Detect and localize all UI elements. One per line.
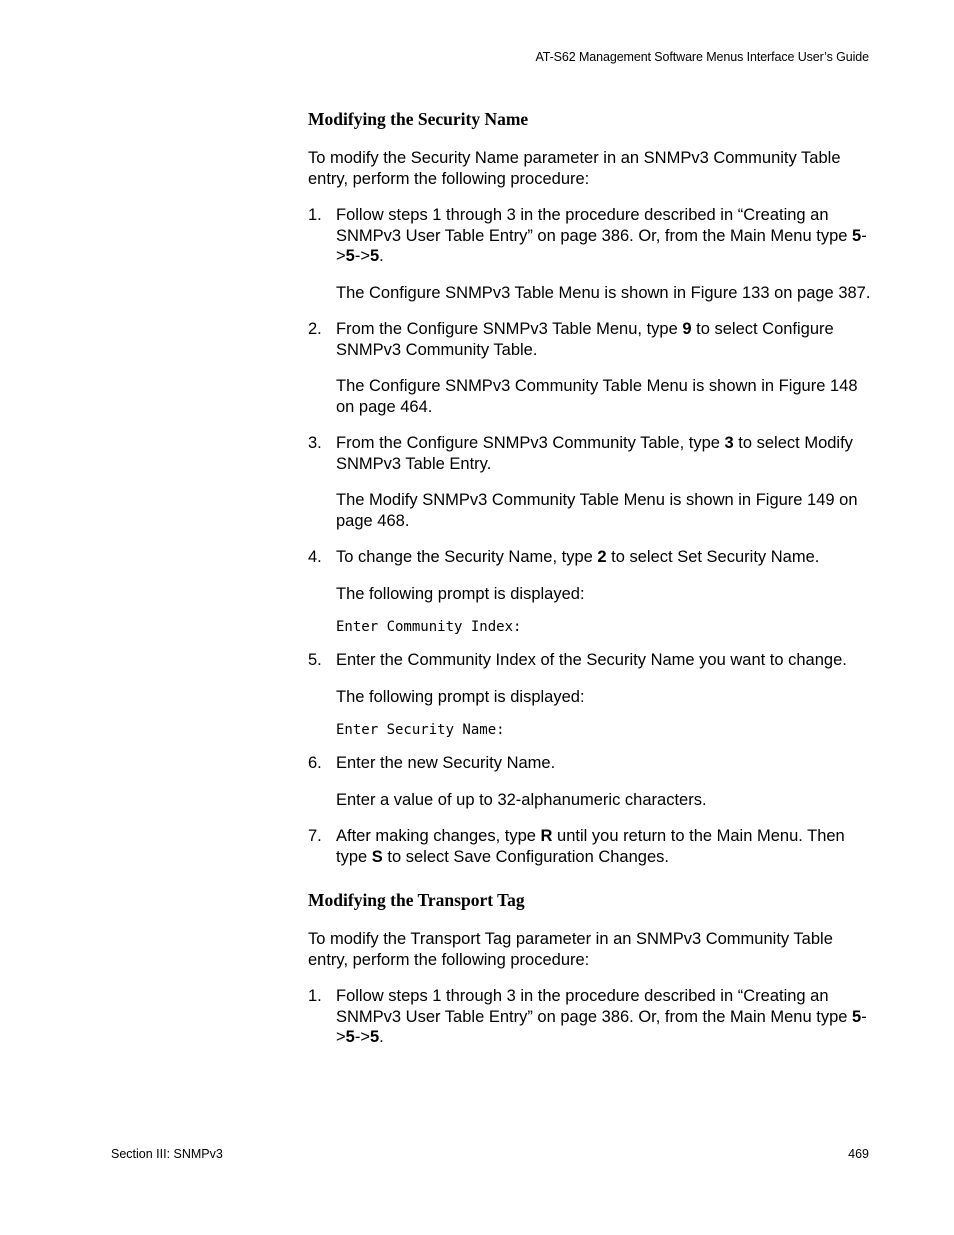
- step-item: [308, 650, 874, 739]
- page-content: [308, 108, 874, 1064]
- step-item: [308, 826, 874, 867]
- step-item: [308, 986, 874, 1048]
- section-heading-transport-tag: Modifying the Transport Tag: [308, 890, 525, 910]
- step-number: 1.: [308, 987, 322, 1005]
- step-number: 7.: [308, 827, 322, 845]
- section-heading-security-name: Modifying the Security Name: [308, 109, 529, 129]
- step-note: The following prompt is displayed:: [336, 687, 585, 706]
- step-item: [308, 205, 874, 303]
- prompt-code: Enter Community Index:: [336, 619, 522, 635]
- step-text: From the Configure SNMPv3 Community Table, type 3 to select Modify SNMPv3 Table Entry.: [336, 434, 853, 473]
- section-intro: To modify the Transport Tag parameter in an SNMPv3 Community Table entry, perform the following procedure:: [308, 930, 833, 969]
- step-note: The Configure SNMPv3 Table Menu is shown in Figure 133 on page 387.: [336, 283, 871, 302]
- procedure-list: [308, 205, 874, 867]
- section-intro: To modify the Security Name parameter in an SNMPv3 Community Table entry, perform the following procedure:: [308, 149, 841, 188]
- running-header: AT-S62 Management Software Menus Interface User’s Guide: [535, 50, 869, 64]
- footer-section: Section III: SNMPv3: [111, 1147, 223, 1161]
- step-number: 3.: [308, 434, 322, 452]
- step-number: 5.: [308, 651, 322, 669]
- procedure-list: [308, 986, 874, 1048]
- step-number: 6.: [308, 754, 322, 772]
- step-item: [308, 319, 874, 417]
- step-note: The Configure SNMPv3 Community Table Menu is shown in Figure 148 on page 464.: [336, 377, 858, 416]
- step-item: [308, 433, 874, 531]
- step-text: Follow steps 1 through 3 in the procedure described in “Creating an SNMPv3 User Table Entry” on page 386. Or, from the Main Menu type 5->5->5.: [336, 206, 867, 265]
- step-text: After making changes, type R until you return to the Main Menu. Then type S to select Save Configuration Changes.: [336, 827, 845, 866]
- step-item: [308, 753, 874, 810]
- step-note: The Modify SNMPv3 Community Table Menu is shown in Figure 149 on page 468.: [336, 491, 858, 530]
- step-text: Follow steps 1 through 3 in the procedure described in “Creating an SNMPv3 User Table Entry” on page 386. Or, from the Main Menu type 5->5->5.: [336, 987, 867, 1046]
- step-text: Enter the new Security Name.: [336, 754, 556, 772]
- step-number: 1.: [308, 206, 322, 224]
- step-text: Enter the Community Index of the Security Name you want to change.: [336, 651, 847, 669]
- step-number: 2.: [308, 320, 322, 338]
- step-text: To change the Security Name, type 2 to select Set Security Name.: [336, 548, 820, 566]
- step-item: [308, 547, 874, 636]
- page-number: 469: [848, 1147, 869, 1161]
- step-note: Enter a value of up to 32-alphanumeric characters.: [336, 790, 707, 809]
- prompt-code: Enter Security Name:: [336, 722, 505, 738]
- step-number: 4.: [308, 548, 322, 566]
- step-text: From the Configure SNMPv3 Table Menu, type 9 to select Configure SNMPv3 Community Table.: [336, 320, 834, 359]
- step-note: The following prompt is displayed:: [336, 584, 585, 603]
